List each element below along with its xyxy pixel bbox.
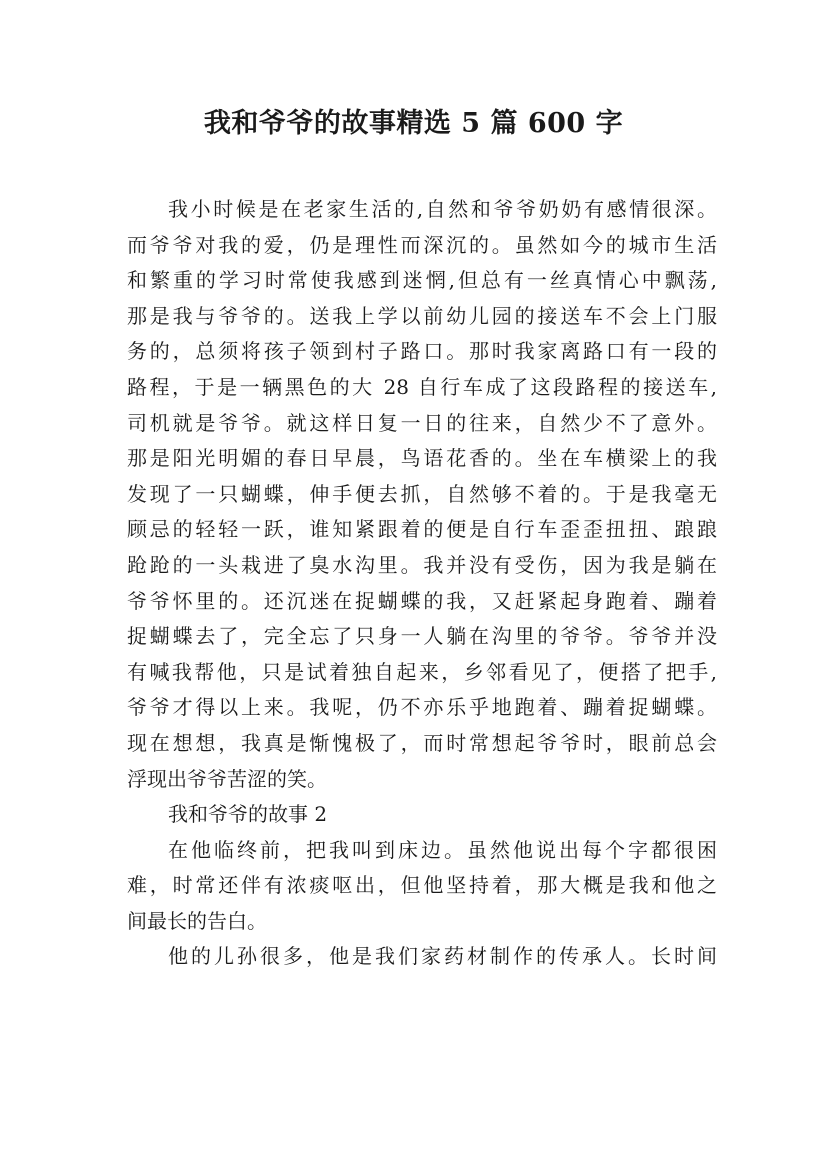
- paragraph-line: 爷爷怀里的。还沉迷在捉蝴蝶的我，又赶紧起身跑着、蹦着: [127, 588, 717, 613]
- paragraph-line: 有喊我帮他，只是试着独自起来，乡邻看见了，便搭了把手,: [127, 659, 717, 684]
- paragraph-line: 那是我与爷爷的。送我上学以前幼儿园的接送车不会上门服: [127, 303, 717, 328]
- paragraph-line: 司机就是爷爷。就这样日复一日的往来，自然少不了意外。: [127, 410, 717, 435]
- paragraph-line: 捉蝴蝶去了，完全忘了只身一人躺在沟里的爷爷。爷爷并没: [127, 624, 717, 649]
- paragraph-line: 浮现出爷爷苦涩的笑。: [127, 766, 327, 791]
- paragraph-line: 在他临终前，把我叫到床边。虽然他说出每个字都很困: [168, 837, 717, 862]
- paragraph-line: 发现了一只蝴蝶，伸手便去抓，自然够不着的。于是我毫无: [127, 481, 717, 506]
- paragraph-line: 那是阳光明媚的春日早晨，鸟语花香的。坐在车横梁上的我: [127, 446, 717, 471]
- paragraph-line: 顾忌的轻轻一跃，谁知紧跟着的便是自行车歪歪扭扭、踉踉: [127, 517, 717, 542]
- paragraph-line: 现在想想，我真是惭愧极了，而时常想起爷爷时，眼前总会: [127, 730, 717, 755]
- paragraph-line: 路程，于是一辆黑色的大 28 自行车成了这段路程的接送车,: [127, 374, 717, 399]
- paragraph-line: 而爷爷对我的爱，仍是理性而深沉的。虽然如今的城市生活: [127, 232, 717, 257]
- paragraph-line: 我小时候是在老家生活的,自然和爷爷奶奶有感情很深。: [168, 197, 717, 221]
- paragraph-line: 跄跄的一头栽进了臭水沟里。我并没有受伤，因为我是躺在: [127, 552, 717, 577]
- section-heading: 我和爷爷的故事 2: [168, 802, 328, 827]
- paragraph-line: 和繁重的学习时常使我感到迷惘,但总有一丝真情心中飘荡,: [127, 268, 717, 293]
- document-body: [127, 192, 717, 975]
- document-title: 我和爷爷的故事精选 5 篇 600 字: [203, 108, 624, 139]
- paragraph-line: 他的儿孙很多，他是我们家药材制作的传承人。长时间: [168, 944, 717, 969]
- paragraph-line: 间最长的告白。: [127, 908, 267, 933]
- paragraph-line: 难，时常还伴有浓痰呕出，但他坚持着，那大概是我和他之: [127, 873, 717, 898]
- paragraph-line: 爷爷才得以上来。我呢，仍不亦乐乎地跑着、蹦着捉蝴蝶。: [127, 695, 717, 720]
- paragraph-line: 务的，总须将孩子领到村子路口。那时我家离路口有一段的: [127, 339, 717, 364]
